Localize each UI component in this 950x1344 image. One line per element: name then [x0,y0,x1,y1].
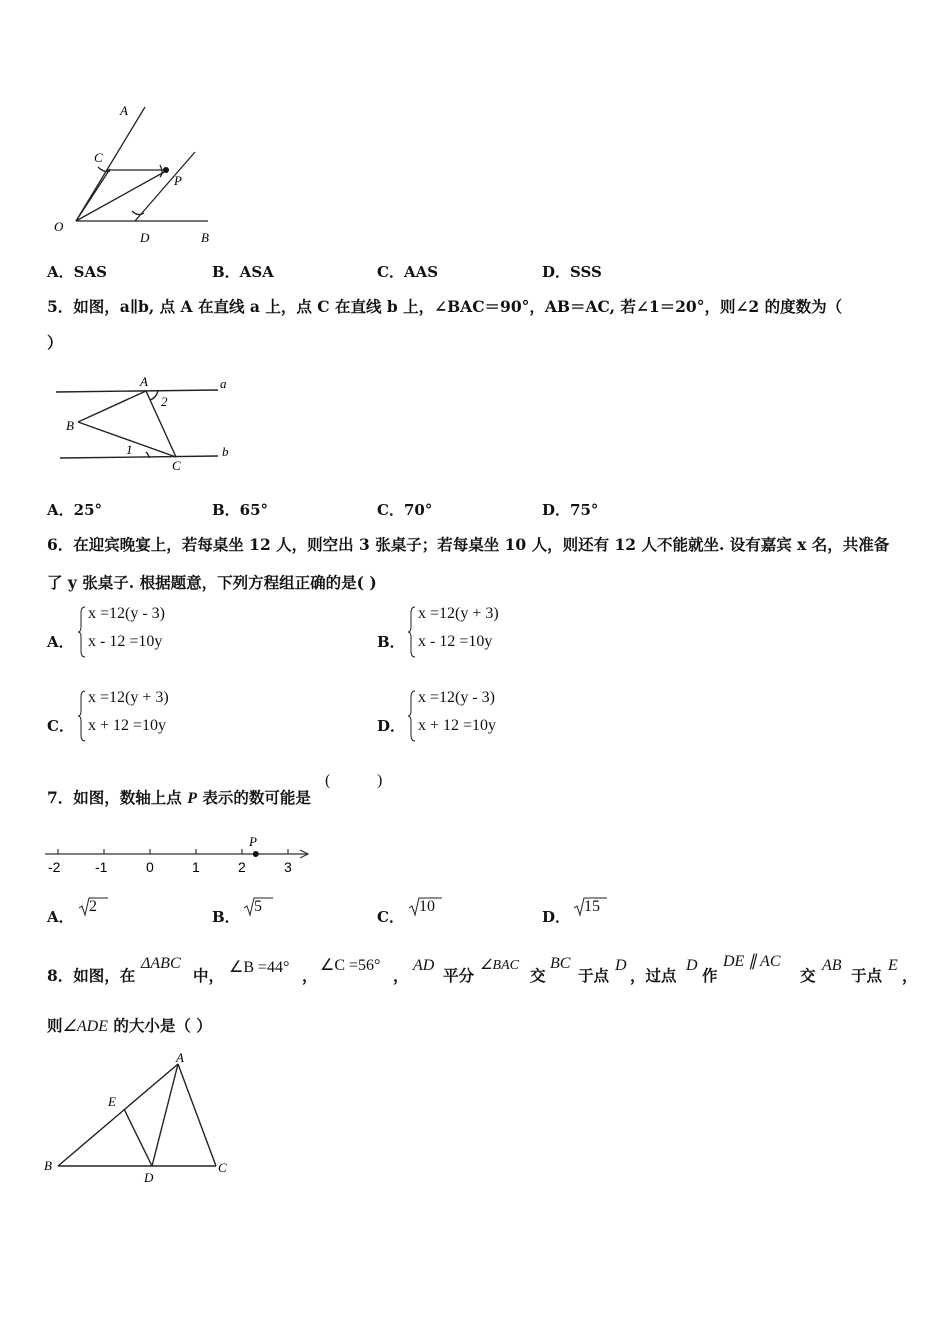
figure-q4 [40,95,230,255]
q7-stem: 7．如图，数轴上点 P 表示的数可能是 [47,788,311,807]
fig5-label-A: A [140,374,148,389]
q8-intersect: 交 [530,966,546,985]
q6-stem-line1: 6．在迎宾晚宴上，若每桌坐 12 人，则空出 3 张桌子；若每桌坐 10 人，则还有 12 人不能就坐. 设有嘉宾 x 名，共准备 [47,535,890,554]
q5-option-a: A．25° [47,501,103,519]
q6-option-d-label: D． [377,717,406,735]
q8-comma1: ， [302,966,318,985]
q8-line2: 则∠ADE 的大小是（ ） [47,1016,212,1035]
fig8-label-C: C [218,1160,227,1175]
q8-bc: BC [550,955,571,972]
q8-at-point2: 于点 [851,966,883,985]
q8-intersect2: 交 [800,966,816,985]
brace-icon [78,689,86,743]
q6-option-c-label: C． [47,717,74,735]
q8-num: 8．如图，在 [47,966,136,985]
q6-stem-line2: 了 y 张桌子. 根据题意，下列方程组正确的是( ) [47,573,377,592]
fig4-label-A: A [120,103,128,118]
number-line-point-p [253,851,259,857]
q8-de-parallel-ac: DE ∥ AC [723,953,781,970]
q5-option-d: D．75° [542,501,599,519]
q8-at-point: 于点 [578,966,610,985]
figure-q5 [50,372,240,477]
q4-option-b: B．ASA [212,263,274,281]
q4-option-d: D．SSS [542,263,602,281]
q8-d: D [615,957,627,974]
q6-option-b-label: B． [377,633,405,651]
fig5-label-1: 1 [126,442,133,457]
q7-option-b-label: B． [212,908,240,926]
fig5-label-C: C [172,458,181,473]
q7-option-d-label: D． [542,908,571,926]
q5-stem-line2: ） [47,333,63,352]
q6-c-eq2: x + 12 =10y [88,717,167,734]
q6-a-eq1: x =12(y - 3) [88,605,166,622]
tick-label: 0 [146,859,154,875]
q4-option-a: A．SAS [47,263,107,281]
q7-option-c-label: C． [377,908,404,926]
fig5-label-B: B [66,418,74,433]
q6-option-a-label: A． [47,633,74,651]
fig8-label-E: E [108,1094,116,1109]
fig8-label-B: B [44,1158,52,1173]
q8-draw: 作 [702,966,718,985]
fig5-label-2: 2 [161,394,168,409]
fig4-label-P: P [174,173,182,188]
q6-d-eq1: x =12(y - 3) [418,689,496,706]
brace-icon [408,605,416,659]
brace-icon [408,689,416,743]
q5-option-b: B．65° [212,501,269,519]
q8-end: ， [902,966,918,985]
q6-a-eq2: x - 12 =10y [88,633,163,650]
q8-comma2: ， [393,966,409,985]
q6-d-eq2: x + 12 =10y [418,717,497,734]
q7-paren-close: ) [377,772,383,789]
fig4-label-O: O [54,219,64,234]
tick-label: 2 [238,859,246,875]
tick-label: -1 [95,859,108,875]
q8-e: E [888,957,898,974]
q8-ad: AD [413,957,435,974]
q6-b-eq2: x - 12 =10y [418,633,493,650]
figure-q7-number-line [40,832,315,878]
q6-b-eq1: x =12(y + 3) [418,605,499,622]
fig4-label-D: D [140,230,150,245]
q8-bisect: 平分 [443,966,475,985]
fig5-label-a: a [220,376,227,391]
fig8-label-A: A [176,1050,184,1065]
fig8-label-D: D [144,1170,154,1185]
number-line-label-p: P [249,834,257,849]
brace-icon [78,605,86,659]
figure-q8 [40,1046,240,1186]
q8-angle-c: ∠C =56° [320,957,381,974]
fig4-label-B: B [201,230,209,245]
q7-option-a-label: A． [47,908,74,926]
fig4-label-C: C [94,150,103,165]
q8-through: ，过点 [630,966,677,985]
q8-in: 中， [193,966,225,985]
tick-label: -2 [48,859,61,875]
tick-label: 3 [284,859,292,875]
q8-triangle: ΔABC [141,955,181,972]
fig5-label-b: b [222,444,229,459]
q8-d2: D [686,957,698,974]
q8-angle-b: ∠B =44° [229,959,290,976]
q4-option-c: C．AAS [377,263,439,281]
q5-stem-line1: 5．如图，a∥b, 点 A 在直线 a 上，点 C 在直线 b 上，∠BAC＝90°，AB＝AC, 若∠1＝20°，则∠2 的度数为（ [47,297,843,316]
q7-paren-open: ( [325,772,331,789]
q6-c-eq1: x =12(y + 3) [88,689,169,706]
tick-label: 1 [192,859,200,875]
q8-ab: AB [822,957,842,974]
q8-angle-bac: ∠BAC [480,958,519,973]
q5-option-c: C．70° [377,501,433,519]
